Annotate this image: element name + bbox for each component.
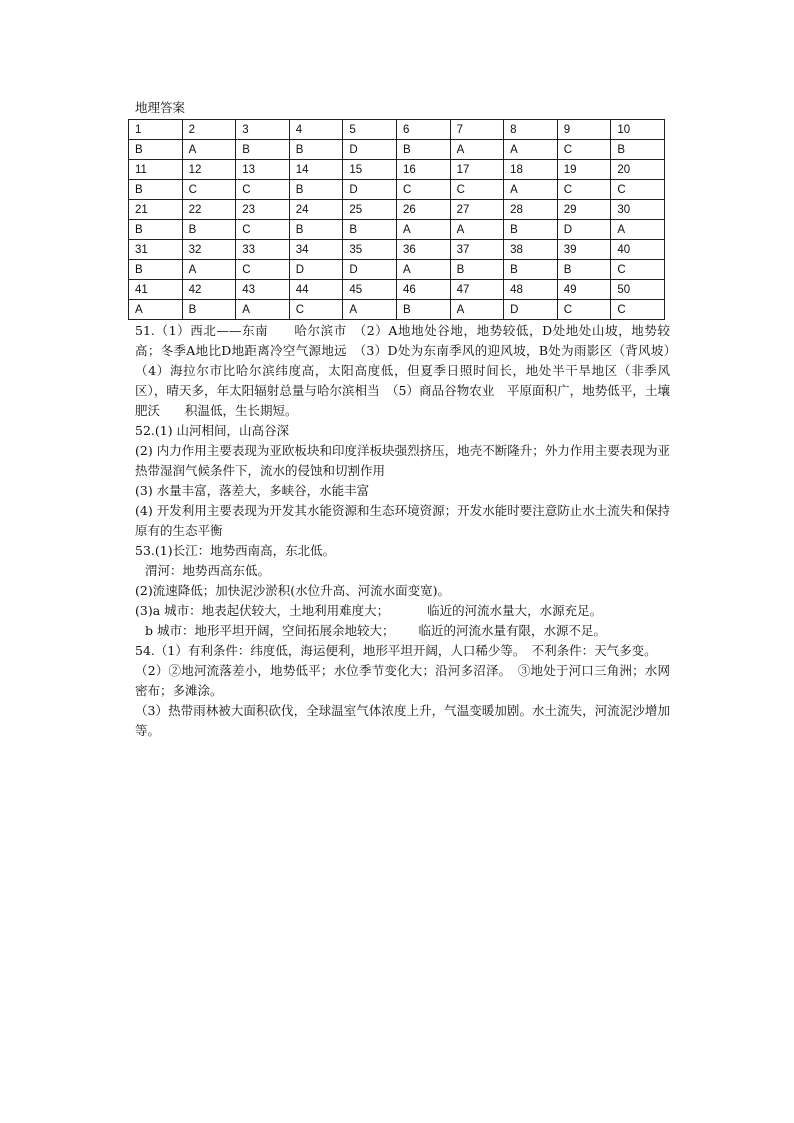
question-52-part-3: (3) 水量丰富，落差大，多峡谷，水能丰富 bbox=[135, 483, 370, 498]
city-b-terrain: b 城市：地形平坦开阔，空间拓展余地较大； bbox=[145, 623, 395, 638]
question-number-cell: 5 bbox=[343, 120, 397, 140]
question-number-cell: 6 bbox=[396, 120, 450, 140]
question-number-cell: 41 bbox=[129, 280, 183, 300]
question-number-cell: 24 bbox=[289, 200, 343, 220]
question-number-cell: 30 bbox=[611, 200, 665, 220]
answer-cell: B bbox=[504, 260, 558, 280]
question-number-cell: 32 bbox=[182, 240, 236, 260]
answer-cell: B bbox=[236, 140, 290, 160]
question-number-cell: 33 bbox=[236, 240, 290, 260]
question-number-cell: 11 bbox=[129, 160, 183, 180]
answer-cell: B bbox=[396, 300, 450, 320]
answer-cell: A bbox=[182, 260, 236, 280]
answer-cell: B bbox=[182, 220, 236, 240]
question-number-cell: 10 bbox=[611, 120, 665, 140]
question-number-cell: 22 bbox=[182, 200, 236, 220]
question-51-answer: 51.（1）西北——东南 哈尔滨市 （2）A地地处谷地，地势较低，D处地处山坡，地势较高；冬季A地比D地距离冷空气源地远 （3）D处为东南季风的迎风坡，B处为雨影区（背风坡） （4）海拉尔市比哈尔滨纬度高，太阳高度低，但夏季日照时间长，地处半干旱地区（非季风区），晴天多，年太阳辐射总量与哈尔滨相当 （5）商品谷物农业 平原面积广，地势低平，土壤肥沃 积温低，生长期短。 bbox=[135, 323, 683, 418]
answer-cell: C bbox=[557, 140, 611, 160]
answer-cell: D bbox=[504, 300, 558, 320]
question-number-cell: 43 bbox=[236, 280, 290, 300]
answer-cell: A bbox=[182, 140, 236, 160]
question-number-cell: 17 bbox=[450, 160, 504, 180]
question-number-cell: 46 bbox=[396, 280, 450, 300]
question-number-cell: 13 bbox=[236, 160, 290, 180]
question-number-cell: 50 bbox=[611, 280, 665, 300]
answer-cell: C bbox=[182, 180, 236, 200]
question-number-cell: 15 bbox=[343, 160, 397, 180]
question-number-cell: 3 bbox=[236, 120, 290, 140]
question-number-cell: 25 bbox=[343, 200, 397, 220]
answer-cell: C bbox=[450, 180, 504, 200]
answer-row bbox=[129, 260, 665, 280]
answer-cell: D bbox=[343, 260, 397, 280]
city-b-water: 临近的河流水量有限，水源不足。 bbox=[418, 623, 606, 638]
question-number-cell: 21 bbox=[129, 200, 183, 220]
question-number-row bbox=[129, 200, 665, 220]
question-number-cell: 12 bbox=[182, 160, 236, 180]
answer-cell: B bbox=[450, 260, 504, 280]
question-number-cell: 16 bbox=[396, 160, 450, 180]
question-53-part-2: (2)流速降低；加快泥沙淤积(水位升高、河流水面变宽)。 bbox=[135, 583, 450, 598]
question-53-part-1-yangtze: 53.(1)长江：地势西南高，东北低。 bbox=[135, 543, 336, 558]
question-number-row bbox=[129, 120, 665, 140]
answer-cell: A bbox=[450, 300, 504, 320]
question-number-cell: 44 bbox=[289, 280, 343, 300]
answer-cell: D bbox=[557, 220, 611, 240]
answer-cell: B bbox=[611, 140, 665, 160]
answer-cell: A bbox=[396, 260, 450, 280]
answer-row bbox=[129, 220, 665, 240]
answer-cell: A bbox=[504, 140, 558, 160]
question-number-cell: 4 bbox=[289, 120, 343, 140]
question-53-part-1-weihe: 渭河：地势西高东低。 bbox=[145, 563, 271, 578]
answer-cell: D bbox=[289, 260, 343, 280]
question-number-cell: 34 bbox=[289, 240, 343, 260]
answer-cell: D bbox=[343, 140, 397, 160]
question-54-part-3: （3）热带雨林被大面积砍伐，全球温室气体浓度上升，气温变暖加剧。水土流失，河流泥沙增加等。 bbox=[135, 703, 670, 738]
answer-cell: B bbox=[396, 140, 450, 160]
answer-cell: A bbox=[450, 220, 504, 240]
question-number-row bbox=[129, 240, 665, 260]
answer-table bbox=[128, 119, 665, 320]
answer-cell: A bbox=[611, 220, 665, 240]
answer-cell: A bbox=[450, 140, 504, 160]
question-number-cell: 48 bbox=[504, 280, 558, 300]
question-number-cell: 31 bbox=[129, 240, 183, 260]
question-number-cell: 27 bbox=[450, 200, 504, 220]
answer-cell: A bbox=[236, 300, 290, 320]
city-a-terrain: (3)a 城市：地表起伏较大，土地利用难度大； bbox=[135, 603, 390, 618]
city-a-water: 临近的河流水量大，水源充足。 bbox=[427, 603, 603, 618]
question-number-cell: 38 bbox=[504, 240, 558, 260]
question-53-part-3-city-b bbox=[135, 621, 670, 641]
question-53-part-3-city-a bbox=[135, 601, 670, 621]
answer-cell: A bbox=[129, 300, 183, 320]
question-number-cell: 19 bbox=[557, 160, 611, 180]
answer-cell: C bbox=[611, 260, 665, 280]
answer-cell: A bbox=[396, 220, 450, 240]
answer-cell: C bbox=[611, 300, 665, 320]
answer-cell: C bbox=[557, 180, 611, 200]
question-number-cell: 26 bbox=[396, 200, 450, 220]
question-number-cell: 47 bbox=[450, 280, 504, 300]
question-number-cell: 36 bbox=[396, 240, 450, 260]
question-52-part-2: (2) 内力作用主要表现为亚欧板块和印度洋板块强烈挤压，地壳不断隆升；外力作用主要表现为亚热带湿润气候条件下，流水的侵蚀和切割作用 bbox=[135, 443, 670, 478]
question-number-cell: 39 bbox=[557, 240, 611, 260]
answer-cell: B bbox=[557, 260, 611, 280]
question-52-part-4: (4) 开发利用主要表现为开发其水能资源和生态环境资源；开发水能时要注意防止水土流失和保持原有的生态平衡 bbox=[135, 503, 670, 538]
question-number-cell: 7 bbox=[450, 120, 504, 140]
page-title: 地理答案 bbox=[135, 100, 186, 115]
answer-cell: B bbox=[504, 220, 558, 240]
question-number-cell: 9 bbox=[557, 120, 611, 140]
question-number-cell: 42 bbox=[182, 280, 236, 300]
question-number-cell: 20 bbox=[611, 160, 665, 180]
answer-cell: B bbox=[129, 220, 183, 240]
answer-cell: C bbox=[396, 180, 450, 200]
answer-row bbox=[129, 180, 665, 200]
question-number-cell: 37 bbox=[450, 240, 504, 260]
answer-cell: C bbox=[236, 220, 290, 240]
answer-cell: B bbox=[289, 180, 343, 200]
answer-cell: D bbox=[343, 180, 397, 200]
question-52-part-1: 52.(1) 山河相间，山高谷深 bbox=[135, 423, 290, 438]
answer-cell: B bbox=[129, 140, 183, 160]
question-number-cell: 45 bbox=[343, 280, 397, 300]
answer-cell: C bbox=[289, 300, 343, 320]
question-54-part-2: （2）②地河流落差小，地势低平；水位季节变化大；沿河多沼泽。 ③地处于河口三角洲；水网密布；多滩涂。 bbox=[135, 663, 670, 698]
question-number-cell: 23 bbox=[236, 200, 290, 220]
question-number-cell: 18 bbox=[504, 160, 558, 180]
answer-cell: A bbox=[343, 300, 397, 320]
question-number-cell: 1 bbox=[129, 120, 183, 140]
answer-cell: B bbox=[182, 300, 236, 320]
question-54-part-1: 54.（1）有利条件：纬度低，海运便利，地形平坦开阔，人口稀少等。 不利条件：天气多变。 bbox=[135, 643, 657, 658]
answer-row bbox=[129, 140, 665, 160]
question-number-row bbox=[129, 160, 665, 180]
question-number-cell: 49 bbox=[557, 280, 611, 300]
question-number-cell: 2 bbox=[182, 120, 236, 140]
answer-cell: B bbox=[129, 260, 183, 280]
question-number-cell: 14 bbox=[289, 160, 343, 180]
answer-cell: B bbox=[289, 140, 343, 160]
answer-cell: B bbox=[343, 220, 397, 240]
answer-cell: C bbox=[557, 300, 611, 320]
answer-cell: B bbox=[289, 220, 343, 240]
question-number-cell: 40 bbox=[611, 240, 665, 260]
answer-cell: C bbox=[236, 260, 290, 280]
answer-cell: C bbox=[236, 180, 290, 200]
question-number-cell: 35 bbox=[343, 240, 397, 260]
answer-cell: C bbox=[611, 180, 665, 200]
question-number-cell: 28 bbox=[504, 200, 558, 220]
question-number-cell: 29 bbox=[557, 200, 611, 220]
question-number-row bbox=[129, 280, 665, 300]
answer-cell: A bbox=[504, 180, 558, 200]
answer-row bbox=[129, 300, 665, 320]
question-number-cell: 8 bbox=[504, 120, 558, 140]
answer-section bbox=[135, 321, 683, 741]
answer-cell: B bbox=[129, 180, 183, 200]
